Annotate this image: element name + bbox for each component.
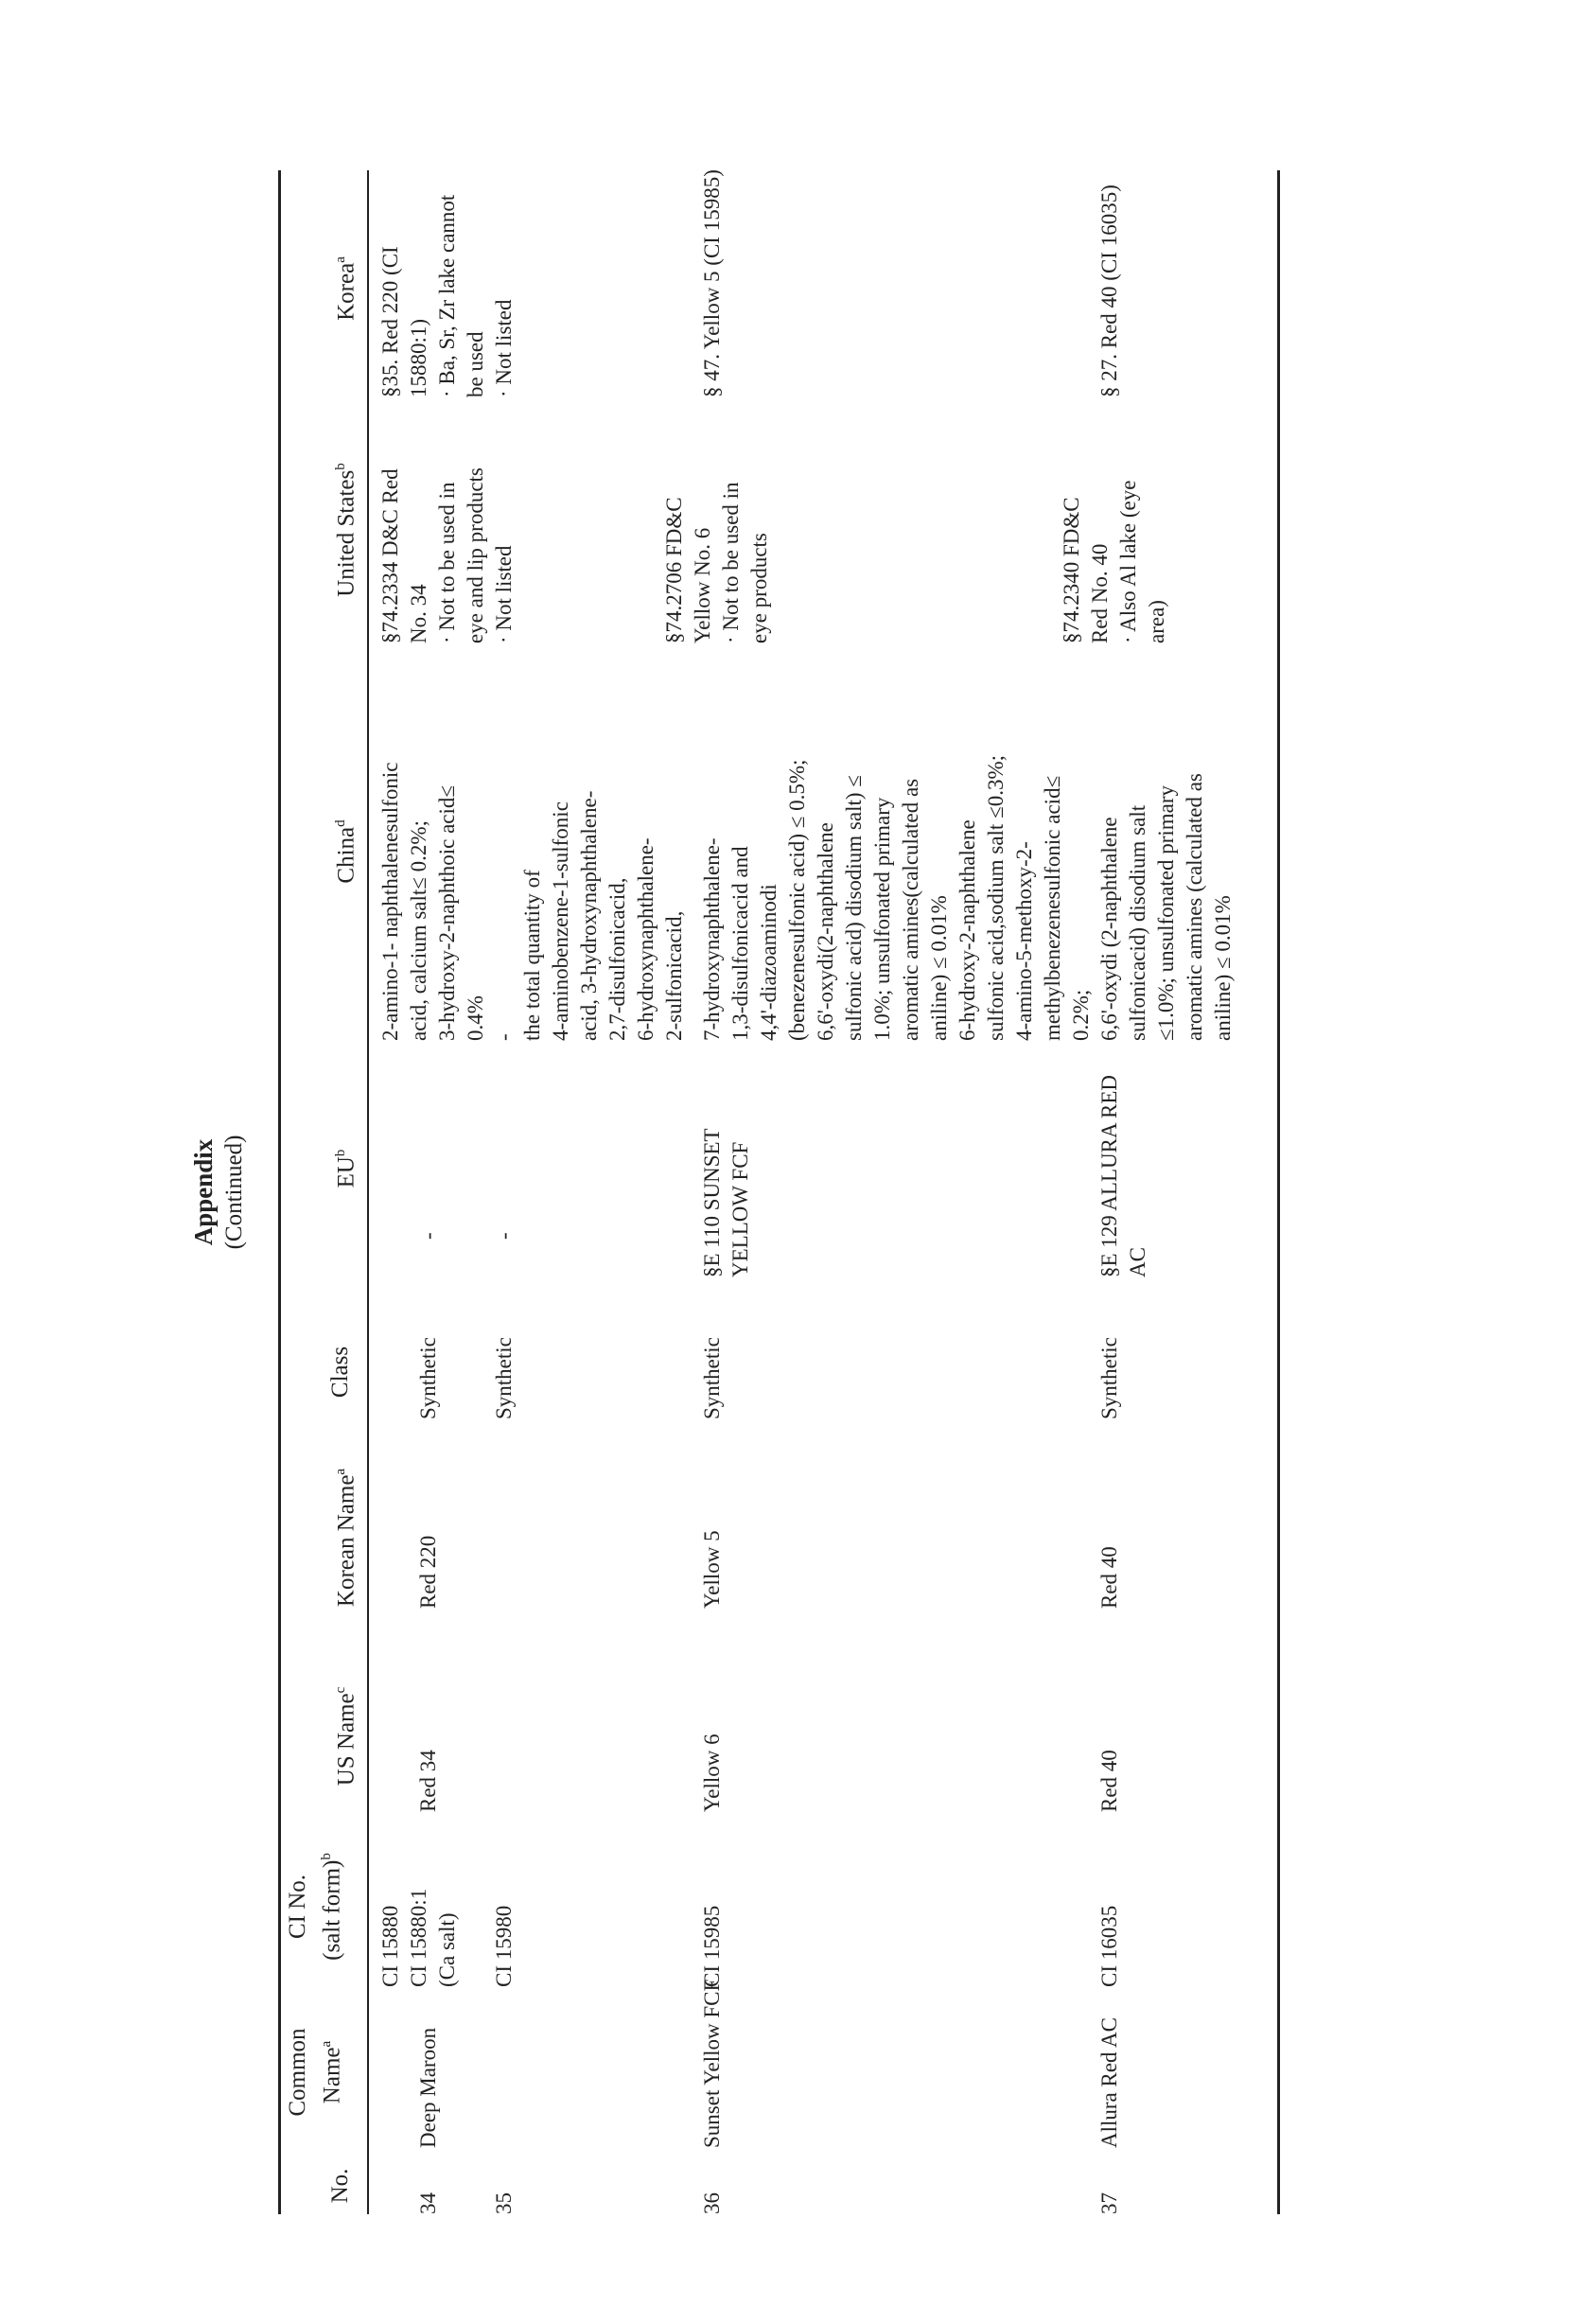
page-subtitle: (Continued) (221, 1135, 247, 1250)
row-36-korean-name: Yellow 5 (700, 1530, 724, 1609)
page-title: Appendix (189, 1138, 218, 1246)
header-class: Class (327, 1346, 353, 1399)
row-37-eu: §E 129 ALLURA RED AC (1097, 1074, 1149, 1277)
row-37-korean-name: Red 40 (1097, 1546, 1121, 1609)
header-china: China$^d$ (333, 819, 360, 884)
table-top-rule (278, 170, 281, 2214)
header-korea: Korea$^a$ (333, 256, 360, 321)
row-34-class: Synthetic (416, 1337, 440, 1419)
row-35-ci-no: CI 15980 (492, 1905, 516, 1987)
header-ci-no: CI No. (salt form)$^b$ (285, 1853, 345, 1961)
row-36-united-states: §74.2706 FD&C Yellow No. 6 · Not to be used in eye products (662, 482, 771, 643)
row-34-united-states: §74.2334 D&C Red No. 34 · Not to be used in eye and lip products (378, 467, 487, 643)
table-bottom-rule (1277, 170, 1280, 2214)
row-35-korea: · Not listed (492, 299, 516, 397)
row-36-china: 7-hydroxynaphthalene- 1,3-disulfonicacid and 4,4'-diazoaminodi (benezenesulfonic acid) ≤ 0.5%; 6,6'-oxydi(2-naphthalene sulfonic acid) disodium salt) ≤ 1.0%; unsulfonated primary aromatic amines(calculated as aniline) ≤ 0.01% 6-hydroxy-2-naphthalene sulfonic acid,sodium salt ≤0.3%; 4-amino-5-methoxy-2- methylbenezenesulfonic acid≤ 0.2%; (700, 755, 1093, 1041)
row-37-no: 37 (1097, 2192, 1121, 2214)
row-34-korea: §35. Red 220 (CI 15880:1) · Ba, Sr, Zr lake cannot be used (378, 194, 487, 397)
rotated-table-page (189, 170, 1287, 2214)
row-37-class: Synthetic (1097, 1337, 1121, 1419)
header-no: No. (327, 2168, 353, 2204)
row-36-class: Synthetic (700, 1337, 724, 1419)
row-37-us-name: Red 40 (1097, 1750, 1121, 1812)
row-36-us-name: Yellow 6 (700, 1734, 724, 1812)
header-eu: $EU^b$ (333, 1149, 360, 1188)
row-37-china: 6,6'-oxydi (2-naphthalene sulfonicacid) disodium salt ≤1.0%; unsulfonated primary aromatic amines (calculated as aniline) ≤ 0.01% (1097, 773, 1235, 1041)
row-36-ci-no: CI 15985 (700, 1905, 724, 1987)
row-34-no: 34 (416, 2192, 440, 2214)
header-common-name: Common Name$^a$ (285, 2028, 345, 2117)
row-34-korean-name: Red 220 (416, 1535, 440, 1609)
header-korean-name: Korean Name$^a$ (333, 1468, 360, 1608)
header-united-states: United States$^b$ (333, 463, 360, 597)
row-36-eu: §E 110 SUNSET YELLOW FCF (700, 1128, 752, 1277)
row-37-korea: § 27. Red 40 (CI 16035) (1097, 185, 1121, 397)
row-35-no: 35 (492, 2192, 516, 2214)
row-35-class: Synthetic (492, 1337, 516, 1419)
row-35-united-states: · Not listed (492, 545, 516, 643)
row-34-china: 2-amino-1- naphthalenesulfonic acid, calcium salt≤ 0.2%; 3-hydroxy-2-naphthoic acid≤ 0.4% (378, 762, 487, 1041)
row-34-eu: - (416, 1232, 440, 1240)
row-36-korea: § 47. Yellow 5 (CI 15985) (700, 169, 724, 397)
row-34-us-name: Red 34 (416, 1750, 440, 1812)
row-36-common-name: Sunset Yellow FCF (700, 1979, 724, 2148)
row-34-ci-no: CI 15880 CI 15880:1 (Ca salt) (378, 1888, 459, 1987)
table-header-rule (367, 170, 369, 2214)
row-37-united-states: §74.2340 FD&C Red No. 40 · Also Al lake (eye area) (1060, 480, 1168, 643)
row-35-china: - the total quantity of 4-aminobenzene-1-sulfonic acid, 3-hydroxynaphthalene- 2,7-disulfonicacid, 6-hydroxynaphthalene- 2-sulfonicacid, (492, 790, 686, 1041)
row-37-common-name: Allura Red AC (1097, 2017, 1121, 2148)
row-36-no: 36 (700, 2192, 724, 2214)
header-us-name: US Name$^c$ (333, 1686, 360, 1787)
row-34-common-name: Deep Maroon (416, 2027, 440, 2148)
row-35-eu: - (492, 1232, 516, 1240)
row-37-ci-no: CI 16035 (1097, 1905, 1121, 1987)
